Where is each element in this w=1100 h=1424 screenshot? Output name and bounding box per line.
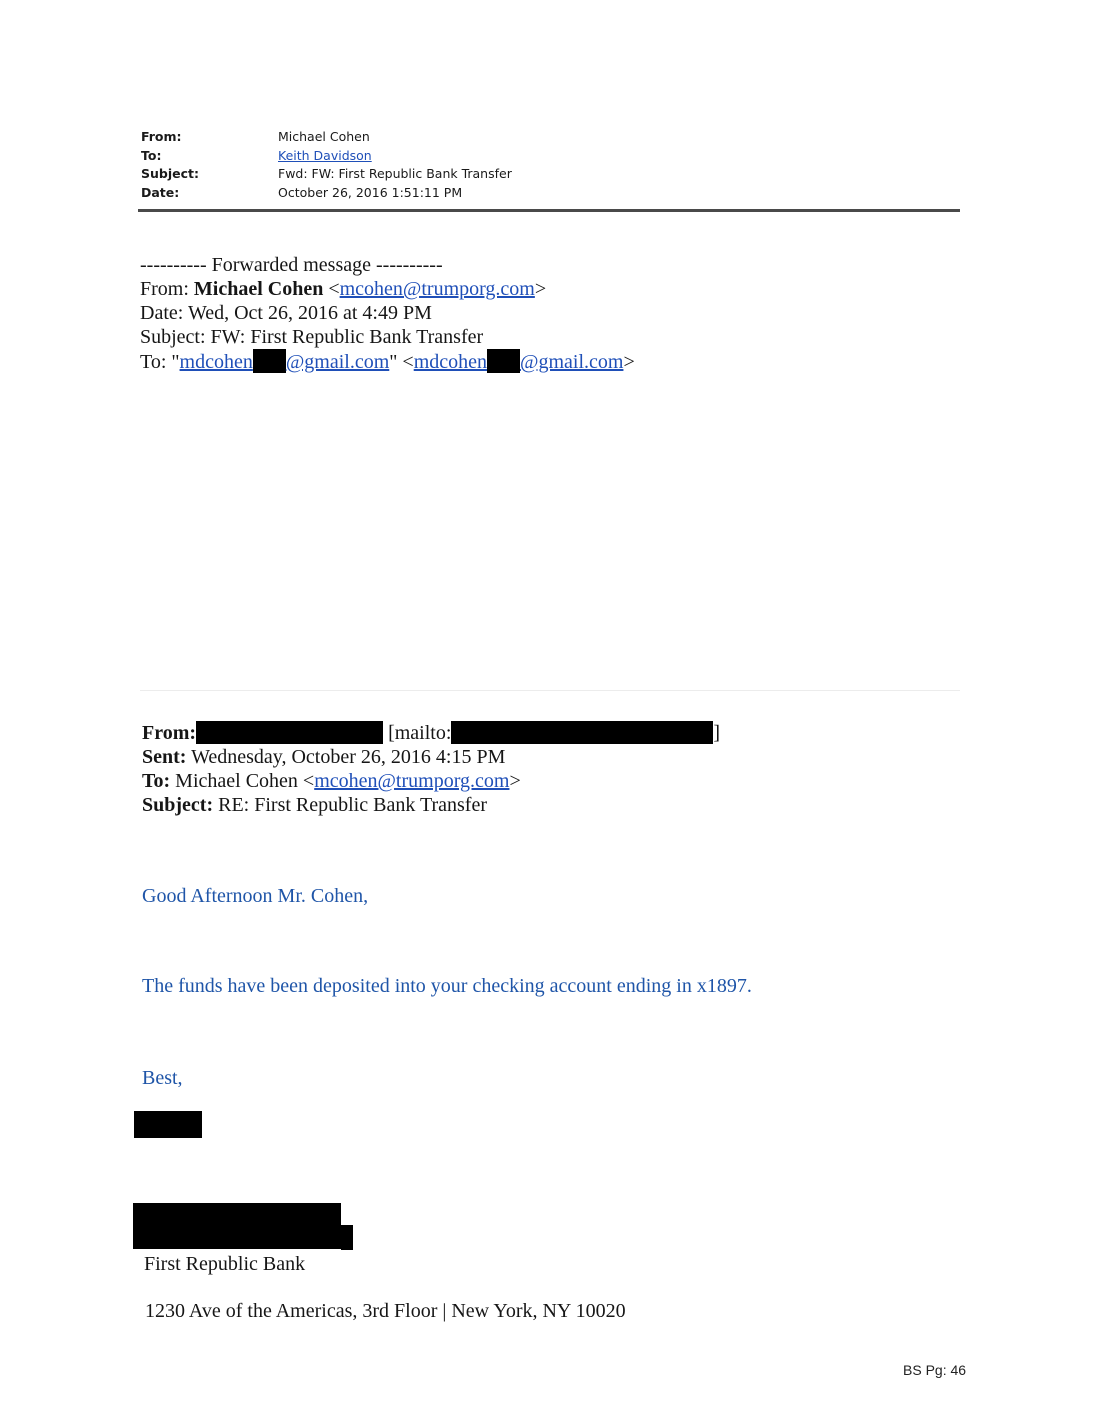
header-to-link[interactable]: Keith Davidson	[278, 148, 372, 163]
forwarded-to-line	[140, 349, 635, 374]
original-to-email-link[interactable]: mcohen@trumporg.com	[314, 770, 510, 792]
redaction-box	[341, 1225, 353, 1250]
original-sent-value: Wednesday, October 26, 2016 4:15 PM	[186, 746, 506, 768]
body-closing: Best,	[142, 1067, 183, 1089]
forwarded-to-link-2a[interactable]: mdcohen	[413, 351, 488, 373]
redaction-box	[133, 1203, 341, 1249]
header-to-label: To:	[141, 148, 162, 163]
header-date-label: Date:	[141, 185, 180, 200]
header-subject-label: Subject:	[141, 166, 199, 181]
redaction-box	[487, 349, 520, 373]
original-to-value: Michael Cohen <	[170, 770, 315, 792]
forwarded-from-prefix: From:	[140, 278, 194, 300]
forwarded-to-prefix: To: "	[140, 351, 180, 373]
original-from-label: From:	[142, 722, 197, 744]
forwarded-to-link-1b[interactable]: @gmail.com	[285, 351, 390, 373]
header-divider	[138, 209, 960, 212]
redaction-box	[134, 1111, 202, 1138]
forwarded-to-link-2b[interactable]: @gmail.com	[520, 351, 624, 373]
signature-address: 1230 Ave of the Americas, 3rd Floor | New York, NY 10020	[145, 1300, 626, 1322]
forwarded-from-open: <	[323, 278, 340, 300]
forwarded-from-line	[140, 277, 546, 301]
body-greeting: Good Afternoon Mr. Cohen,	[142, 885, 369, 907]
header-subject-value: Fwd: FW: First Republic Bank Transfer	[278, 166, 512, 181]
header-from-value: Michael Cohen	[278, 129, 370, 144]
header-date-value: October 26, 2016 1:51:11 PM	[278, 185, 463, 200]
forwarded-from-email-link[interactable]: mcohen@trumporg.com	[339, 278, 535, 300]
faint-divider	[140, 690, 960, 691]
forwarded-to-link-1a[interactable]: mdcohen	[179, 351, 253, 373]
redaction-box	[196, 721, 383, 744]
signature-bank: First Republic Bank	[144, 1253, 306, 1275]
forwarded-from-name: Michael Cohen	[193, 278, 324, 300]
original-sent-label: Sent:	[142, 746, 187, 768]
original-mailto-text: [mailto:	[383, 722, 452, 744]
forwarded-date-line: Date: Wed, Oct 26, 2016 at 4:49 PM	[140, 302, 432, 324]
original-from-line	[142, 721, 720, 745]
original-subject-line	[142, 793, 487, 817]
header-from-label: From:	[141, 129, 182, 144]
forwarded-banner: ---------- Forwarded message ----------	[140, 254, 443, 276]
forwarded-subject-line: Subject: FW: First Republic Bank Transfer	[140, 326, 484, 348]
original-subject-label: Subject:	[142, 794, 214, 816]
forwarded-from-close: >	[534, 278, 547, 300]
original-to-close: >	[509, 770, 521, 792]
original-mailto-close: ]	[713, 722, 721, 744]
forwarded-to-close: >	[623, 351, 635, 373]
page-number-label: BS Pg: 46	[903, 1362, 967, 1378]
original-to-line	[142, 769, 521, 793]
original-subject-value: RE: First Republic Bank Transfer	[213, 794, 487, 816]
redaction-box	[451, 721, 713, 744]
body-message: The funds have been deposited into your checking account ending in x1897.	[142, 975, 752, 997]
original-sent-line	[142, 745, 505, 769]
forwarded-to-mid: " <	[389, 351, 414, 373]
redaction-box	[253, 349, 286, 373]
original-to-label: To:	[142, 770, 171, 792]
